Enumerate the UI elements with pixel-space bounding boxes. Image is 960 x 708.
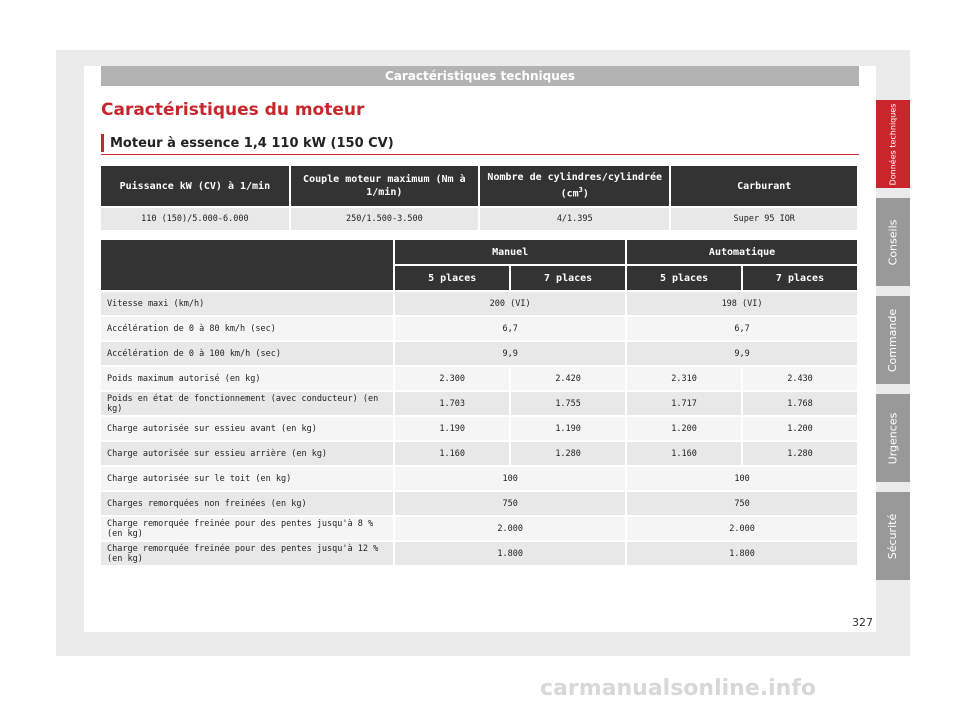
row-label: Poids en état de fonctionnement (avec conducteur) (en kg) [101,391,394,416]
page-number: 327 [852,616,873,629]
tab-securite[interactable] [876,492,910,580]
cell-fuel: Super 95 IOR [670,207,858,231]
row-value-auto: 6,7 [626,316,858,341]
engine-subtitle: Moteur à essence 1,4 110 kW (150 CV) [110,136,394,151]
row-value-manuel: 9,9 [394,341,626,366]
table-row [101,416,858,441]
row-value-manuel: 200 (VI) [394,291,626,316]
row-value: 1.280 [742,441,858,466]
row-value-manuel: 6,7 [394,316,626,341]
col-cylinders-sup: 3 [578,186,583,195]
tab-label: Conseils [886,219,900,265]
row-value: 1.768 [742,391,858,416]
row-value-auto: 2.000 [626,516,858,541]
row-value-manuel: 2.000 [394,516,626,541]
sub-manuel-5: 5 places [394,265,510,291]
tab-donnees-techniques[interactable] [876,100,910,188]
tab-label: Commande [886,308,900,372]
title-rule [101,154,859,155]
row-value-auto: 9,9 [626,341,858,366]
row-value: 1.200 [626,416,742,441]
row-value: 1.717 [626,391,742,416]
tab-commande[interactable] [876,296,910,384]
col-power: Puissance kW (CV) à 1/min [101,166,290,207]
table-row [101,316,858,341]
row-value: 2.420 [510,366,626,391]
row-value: 1.703 [394,391,510,416]
sub-auto-7: 7 places [742,265,858,291]
row-value: 1.755 [510,391,626,416]
row-value: 1.190 [394,416,510,441]
col-cylinders-close: ) [582,188,589,200]
col-torque: Couple moteur maximum (Nm à 1/min) [290,166,479,207]
row-value: 2.430 [742,366,858,391]
table-row [101,541,858,566]
row-label: Charges remorquées non freinées (en kg) [101,491,394,516]
row-value: 1.160 [394,441,510,466]
tab-label: Sécurité [886,513,900,559]
table-row [101,366,858,391]
sub-auto-5: 5 places [626,265,742,291]
table-row [101,466,858,491]
row-value-manuel: 750 [394,491,626,516]
table-row [101,491,858,516]
row-value: 1.190 [510,416,626,441]
table-row [101,516,858,541]
section-header: Caractéristiques techniques [101,66,859,86]
row-value: 2.300 [394,366,510,391]
watermark: carmanualsonline.info [540,676,816,701]
row-label: Charge autorisée sur essieu avant (en kg) [101,416,394,441]
row-value-auto: 100 [626,466,858,491]
tab-label: Données techniques [888,103,898,185]
row-label: Accélération de 0 à 100 km/h (sec) [101,341,394,366]
row-value-auto: 1.800 [626,541,858,566]
group-manuel: Manuel [394,240,626,265]
row-value: 1.280 [510,441,626,466]
row-value: 1.200 [742,416,858,441]
row-value-auto: 198 (VI) [626,291,858,316]
row-value: 1.160 [626,441,742,466]
sub-manuel-7: 7 places [510,265,626,291]
page-title: Caractéristiques du moteur [101,100,365,120]
cell-cylinders: 4/1.395 [479,207,670,231]
engine-spec-table [101,166,859,232]
table-row [101,291,858,316]
row-label: Charge autorisée sur le toit (en kg) [101,466,394,491]
col-cylinders [479,166,670,207]
row-value-manuel: 100 [394,466,626,491]
row-value: 2.310 [626,366,742,391]
row-value-manuel: 1.800 [394,541,626,566]
row-label: Vitesse maxi (km/h) [101,291,394,316]
subtitle-accent [101,134,104,152]
row-label: Charge remorquée freinée pour des pentes jusqu'à 8 % (en kg) [101,516,394,541]
col-cylinders-text: Nombre de cylindres/cylindrée (cm [487,172,663,200]
tab-label: Urgences [886,412,900,464]
cell-torque: 250/1.500-3.500 [290,207,479,231]
blank-header [101,240,394,291]
tab-conseils[interactable] [876,198,910,286]
row-label: Charge remorquée freinée pour des pentes jusqu'à 12 % (en kg) [101,541,394,566]
group-automatique: Automatique [626,240,858,265]
row-label: Charge autorisée sur essieu arrière (en kg) [101,441,394,466]
performance-table [101,240,859,567]
table-row [101,341,858,366]
row-value-auto: 750 [626,491,858,516]
col-fuel: Carburant [670,166,858,207]
row-label: Poids maximum autorisé (en kg) [101,366,394,391]
table-row [101,441,858,466]
cell-power: 110 (150)/5.000-6.000 [101,207,290,231]
table-row [101,391,858,416]
tab-urgences[interactable] [876,394,910,482]
row-label: Accélération de 0 à 80 km/h (sec) [101,316,394,341]
